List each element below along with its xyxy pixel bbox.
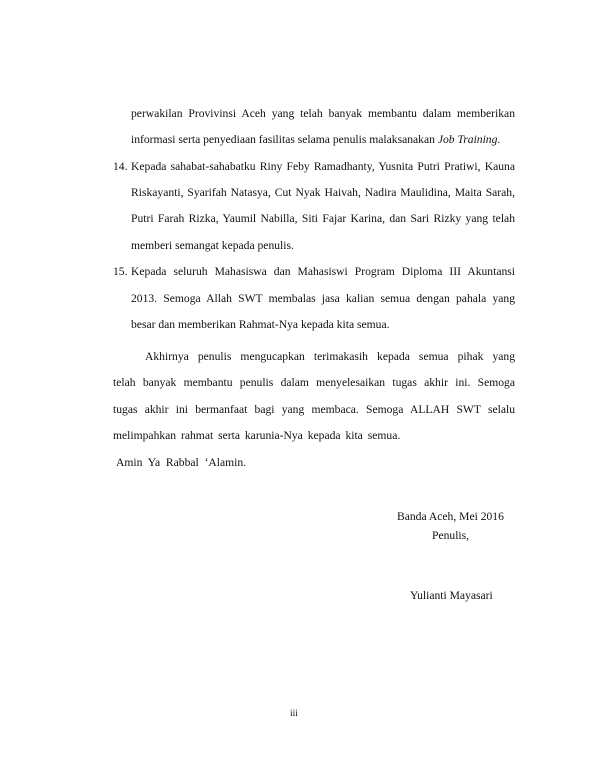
item15-line-2: 2013. Semoga Allah SWT membalas jasa kalian semua dengan pahala yang <box>131 292 515 305</box>
item14-number: 14. <box>113 160 128 173</box>
closing-line-2: telah banyak membantu penulis dalam menyelesaikan tugas akhir ini. Semoga <box>113 376 515 389</box>
closing-line-1: Akhirnya penulis mengucapkan terimakasih kepada semua pihak yang <box>145 350 515 363</box>
item15-line-3: besar dan memberikan Rahmat-Nya kepada kita semua. <box>131 318 390 331</box>
item13-line-2: informasi serta penyediaan fasilitas selama penulis malaksanakan Job Training. <box>131 133 501 146</box>
place-date: Banda Aceh, Mei 2016 <box>397 510 504 523</box>
item15-number: 15. <box>113 265 128 278</box>
signature-role: Penulis, <box>432 529 470 542</box>
closing-line-3: tugas akhir ini bermanfaat bagi yang membaca. Semoga ALLAH SWT selalu <box>113 403 515 416</box>
closing-line-4: melimpahkan rahmat serta karunia-Nya kepada kita semua. <box>113 429 401 442</box>
signature-name: Yulianti Mayasari <box>410 589 493 602</box>
job-training-emphasis: Job Training <box>437 133 498 146</box>
item14-line-4: memberi semangat kepada penulis. <box>131 239 294 252</box>
item14-line-1: Kepada sahabat-sahabatku Riny Feby Ramadhanty, Yusnita Putri Pratiwi, Kauna <box>131 160 515 173</box>
item14-line-2: Riskayanti, Syarifah Natasya, Cut Nyak Haivah, Nadira Maulidina, Maita Sarah, <box>131 186 515 199</box>
page-number: iii <box>290 709 298 719</box>
item13-line-1: perwakilan Provivinsi Aceh yang telah banyak membantu dalam memberikan <box>131 107 515 120</box>
item14-line-3: Putri Farah Rizka, Yaumil Nabilla, Siti Fajar Karina, dan Sari Rizky yang telah <box>131 212 515 225</box>
amin-line: Amin Ya Rabbal ‘Alamin. <box>116 456 247 469</box>
item15-line-1: Kepada seluruh Mahasiswa dan Mahasiswi Program Diploma III Akuntansi <box>131 265 515 278</box>
